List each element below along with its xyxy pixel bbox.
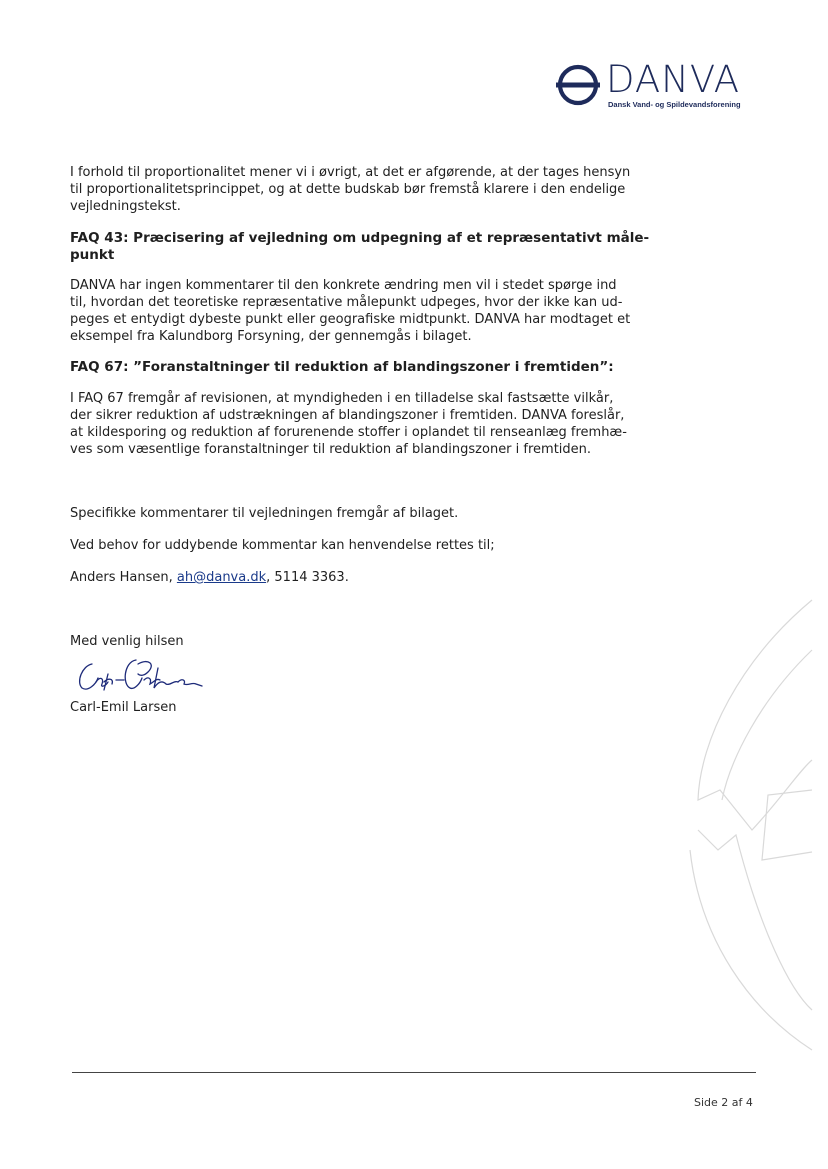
faq67-heading (70, 359, 690, 376)
page-number: Side 2 af 4 (694, 1096, 753, 1109)
contact-intro-text: Ved behov for uddybende kommentar kan henvendelse rettes til; (70, 538, 495, 553)
specific-comments (70, 505, 670, 522)
contact-phone: , 5114 3363. (266, 570, 349, 585)
contact-line (70, 569, 670, 586)
faq43-line: eksempel fra Kalundborg Forsyning, der gennemgås i bilaget. (70, 329, 472, 344)
intro-line: til proportionalitetsprincippet, og at dette budskab bør fremstå klarere i den endelige (70, 182, 626, 197)
faq43-heading-line: FAQ 43: Præcisering af vejledning om udpegning af et repræsentativt måle- (70, 230, 650, 246)
faq43-paragraph (70, 277, 670, 345)
faq67-paragraph (70, 390, 670, 458)
faq67-heading-line: FAQ 67: ”Foranstaltninger til reduktion af blandingszoner i fremtiden”: (70, 359, 614, 375)
faq43-heading (70, 230, 670, 264)
footer-divider (72, 1072, 756, 1073)
handwritten-signature (74, 654, 204, 698)
specific-comments-text: Specifikke kommentarer til vejledningen fremgår af bilaget. (70, 506, 459, 521)
logo-wordmark: DANVA (606, 58, 741, 101)
faq43-line: til, hvordan det teoretiske repræsentative målepunkt udpeges, hvor der ikke kan ud- (70, 295, 623, 310)
faq67-line: at kildesporing og reduktion af forurenende stoffer i oplandet til renseanlæg fremhæ- (70, 425, 627, 440)
logo-tagline: Dansk Vand- og Spildevandsforening (608, 100, 741, 109)
danva-logo (556, 60, 756, 112)
faq43-heading-line: punkt (70, 247, 115, 263)
intro-line: I forhold til proportionalitet mener vi i øvrigt, at det er afgørende, at der tages hensyn (70, 165, 631, 180)
faq43-line: DANVA har ingen kommentarer til den konkrete ændring men vil i stedet spørge ind (70, 278, 617, 293)
intro-line: vejledningstekst. (70, 199, 181, 214)
danva-emblem-icon (556, 63, 600, 107)
signatory-name: Carl-Emil Larsen (70, 700, 177, 715)
closing-text: Med venlig hilsen (70, 634, 184, 649)
contact-name: Anders Hansen, (70, 570, 177, 585)
faq43-line: peges et entydigt dybeste punkt eller geografiske midtpunkt. DANVA har modtaget et (70, 312, 631, 327)
signatory (70, 699, 670, 716)
contact-intro (70, 537, 670, 554)
contact-email-link[interactable]: ah@danva.dk (176, 570, 267, 585)
intro-paragraph (70, 164, 670, 215)
faq67-line: ves som væsentlige foranstaltninger til reduktion af blandingszoner i fremtiden. (70, 442, 592, 457)
faq67-line: I FAQ 67 fremgår af revisionen, at myndigheden i en tilladelse skal fastsætte vilkår, (70, 391, 614, 406)
faq67-line: der sikrer reduktion af udstrækningen af blandingszoner i fremtiden. DANVA foreslår, (70, 408, 625, 423)
closing-salutation (70, 633, 670, 650)
